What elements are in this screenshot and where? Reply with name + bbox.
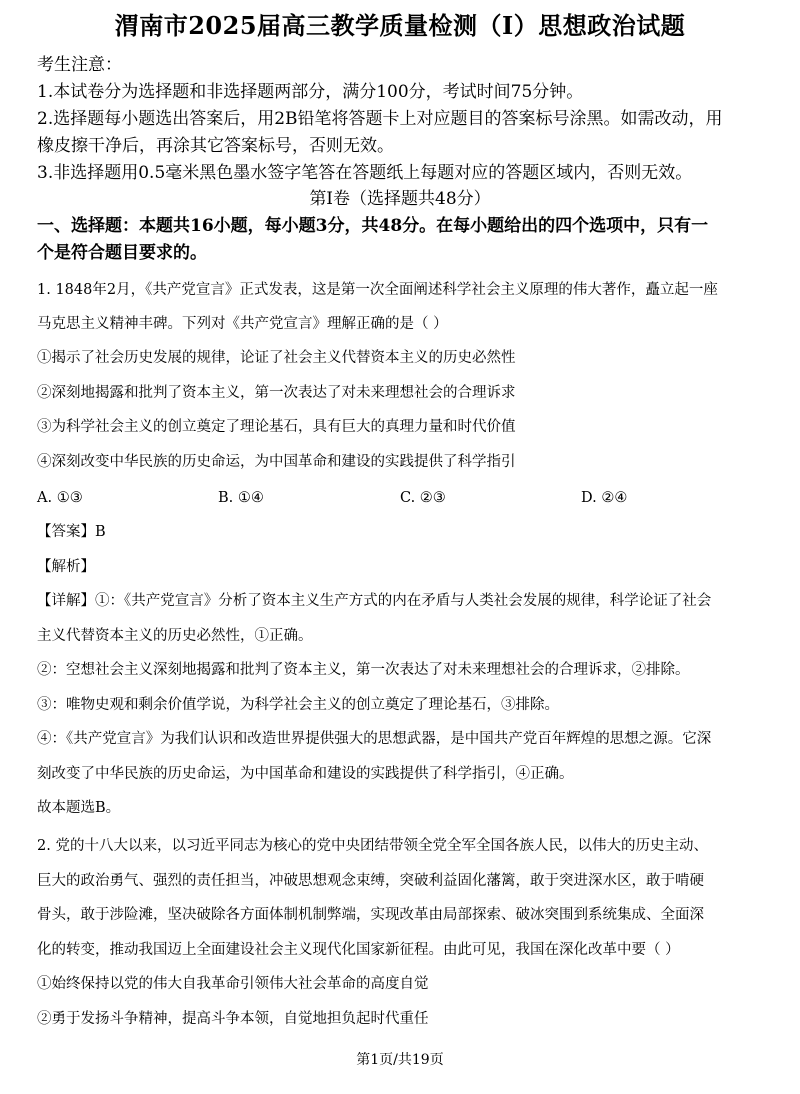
question-statement: ②勇于发扬斗争精神，提高斗争本领，自觉地担负起时代重任 [37,1011,429,1027]
notice-item: 3.非选择题用0.5毫米黑色墨水签字笔答在答题纸上每题对应的答题区域内，否则无效。 [37,163,693,183]
question-stem: 马克思主义精神丰碑。下列对《共产党宣言》理解正确的是（ ） [37,316,448,332]
option-a: A. ①③ [37,490,83,506]
question-stem: 1. 1848年2月，《共产党宣言》正式发表，这是第一次全面阐述科学社会主义原理的伟大著作，矗立起一座 [37,282,718,298]
detail-text: 主义代替资本主义的历史必然性，①正确。 [37,628,313,644]
option-d: D. ②④ [581,490,628,506]
question-statement: ①始终保持以党的伟大自我革命引领伟大社会革命的高度自觉 [37,976,429,992]
question-statement: ①揭示了社会历史发展的规律，论证了社会主义代替资本主义的历史必然性 [37,350,516,366]
detail-conclusion: 故本题选B。 [37,800,121,816]
detail-text: ②：空想社会主义深刻地揭露和批判了资本主义，第一次表达了对未来理想社会的合理诉求，②排除。 [37,662,690,678]
notice-item: 橡皮擦干净后，再涂其它答案标号，否则无效。 [37,136,394,156]
question-statement: ③为科学社会主义的创立奠定了理论基石，具有巨大的真理力量和时代价值 [37,419,516,435]
detail-text: ④：《共产党宣言》为我们认识和改造世界提供强大的思想武器，是中国共产党百年辉煌的思想之源。它深 [37,731,712,747]
detail-text: ③：唯物史观和剩余价值学说，为科学社会主义的创立奠定了理论基石，③排除。 [37,697,559,713]
question-stem: 化的转变，推动我国迈上全面建设社会主义现代化国家新征程。由此可见，我国在深化改革中要（ ） [37,942,680,958]
detail-text: 刻改变了中华民族的历史命运，为中国革命和建设的实践提供了科学指引，④正确。 [37,766,574,782]
notice-heading: 考生注意： [37,55,122,75]
part-heading: 第Ⅰ卷（选择题共48分） [309,189,491,209]
answer-label: 【答案】B [37,524,106,540]
question-statement: ②深刻地揭露和批判了资本主义，第一次表达了对未来理想社会的合理诉求 [37,385,516,401]
notice-item: 2.选择题每小题选出答案后，用2B铅笔将答题卡上对应题目的答案标号涂黑。如需改动，用 [37,109,723,129]
option-c: C. ②③ [400,490,446,506]
section-instruction: 一、选择题：本题共16小题，每小题3分，共48分。在每小题给出的四个选项中，只有一 [37,216,709,236]
question-statement: ④深刻改变中华民族的历史命运，为中国革命和建设的实践提供了科学指引 [37,454,516,470]
section-instruction: 个是符合题目要求的。 [37,243,207,263]
option-b: B. ①④ [218,490,264,506]
detail-text: 【详解】①：《共产党宣言》分析了资本主义生产方式的内在矛盾与人类社会发展的规律，科学论证了社会 [37,593,712,609]
question-stem: 骨头，敢于涉险滩，坚决破除各方面体制机制弊端，实现改革由局部探索、破冰突围到系统集成、全面深 [37,907,704,923]
analysis-label: 【解析】 [37,559,95,575]
notice-item: 1.本试卷分为选择题和非选择题两部分，满分100分，考试时间75分钟。 [37,82,584,102]
page-title: 渭南市2025届高三教学质量检测（I）思想政治试题 [114,11,686,40]
page-number: 第1页/共19页 [356,1052,444,1068]
question-stem: 2. 党的十八大以来，以习近平同志为核心的党中央团结带领全党全军全国各族人民，以伟大的历史主动、 [37,838,708,854]
question-stem: 巨大的政治勇气、强烈的责任担当，冲破思想观念束缚，突破利益固化藩篱，敢于突进深水区，敢于啃硬 [37,873,704,889]
